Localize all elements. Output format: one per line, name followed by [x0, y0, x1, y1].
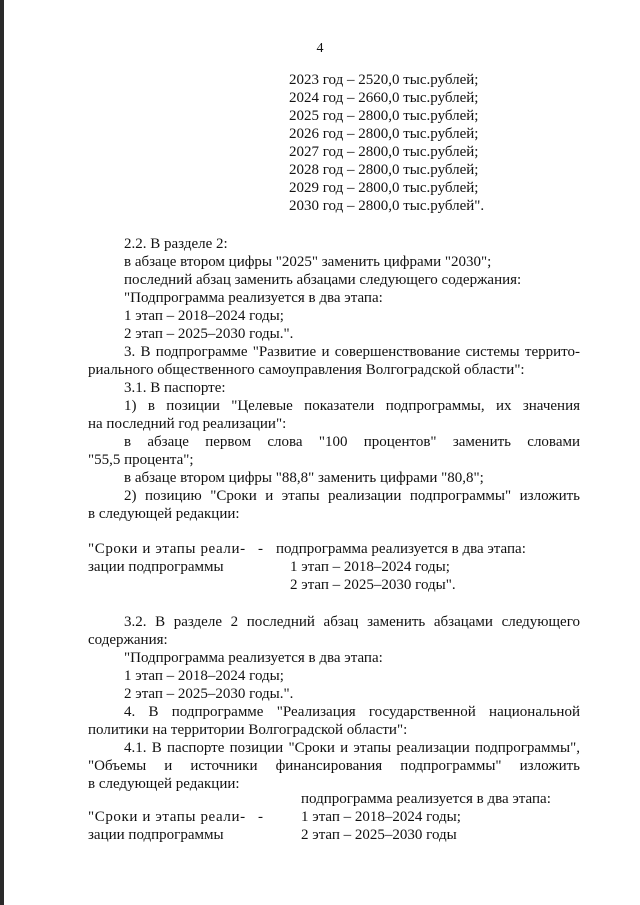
- funding-line: 2025 год – 2800,0 тыс.рублей;: [289, 108, 479, 124]
- funding-line: 2026 год – 2800,0 тыс.рублей;: [289, 126, 479, 142]
- paragraph-line: риального общественного самоуправления Волгоградской области":: [88, 362, 525, 378]
- table-dash: -: [258, 809, 263, 825]
- funding-line: 2028 год – 2800,0 тыс.рублей;: [289, 162, 479, 178]
- table-left-cell: зации подпрограммы: [88, 559, 224, 575]
- paragraph-line: 4. В подпрограмме "Реализация государственной национальной: [124, 704, 580, 720]
- funding-line: 2023 год – 2520,0 тыс.рублей;: [289, 72, 479, 88]
- section-2-2-heading: 2.2. В разделе 2:: [124, 236, 228, 252]
- paragraph-line: 3. В подпрограмме "Развитие и совершенствование системы террито-: [124, 344, 580, 360]
- table-dash: -: [258, 541, 263, 557]
- stage-line: 2 этап – 2025–2030 годы.".: [124, 686, 294, 702]
- funding-line: 2027 год – 2800,0 тыс.рублей;: [289, 144, 479, 160]
- paragraph-line: в следующей редакции:: [88, 776, 240, 792]
- quote-line: "Подпрограмма реализуется в два этапа:: [124, 290, 383, 306]
- stage-line: 1 этап – 2018–2024 годы;: [124, 308, 284, 324]
- paragraph-line: 1) в позиции "Целевые показатели подпрограммы, их значения: [124, 398, 580, 414]
- funding-line: 2030 год – 2800,0 тыс.рублей".: [289, 198, 485, 214]
- page-number: 4: [316, 41, 324, 56]
- paragraph-line: 2) позицию "Сроки и этапы реализации подпрограммы" изложить: [124, 488, 580, 504]
- paragraph-line: содержания:: [88, 632, 168, 648]
- paragraph-line: на последний год реализации":: [88, 416, 287, 432]
- scan-edge: [0, 0, 4, 905]
- stage-line: 2 этап – 2025–2030 годы.".: [124, 326, 294, 342]
- paragraph-line: последний абзац заменить абзацами следующего содержания:: [124, 272, 522, 288]
- paragraph-line: "Объемы и источники финансирования подпрограммы" изложить: [88, 758, 580, 774]
- quote-line: "Подпрограмма реализуется в два этапа:: [124, 650, 383, 666]
- paragraph-line: 3.2. В разделе 2 последний абзац заменить абзацами следующего: [124, 614, 580, 630]
- paragraph-line: в абзаце втором цифры "88,8" заменить цифрами "80,8";: [124, 470, 484, 486]
- stage-line: 1 этап – 2018–2024 годы;: [124, 668, 284, 684]
- table-right-cell: 2 этап – 2025–2030 годы".: [290, 577, 456, 593]
- table-right-cell: подпрограмма реализуется в два этапа:: [276, 541, 526, 557]
- section-3-1-heading: 3.1. В паспорте:: [124, 380, 226, 396]
- paragraph-line: в абзаце втором цифры "2025" заменить цифрами "2030";: [124, 254, 492, 270]
- table-right-cell: 1 этап – 2018–2024 годы;: [301, 809, 461, 825]
- table-left-cell: "Сроки и этапы реали-: [88, 809, 246, 825]
- paragraph-line: в следующей редакции:: [88, 506, 240, 522]
- funding-line: 2024 год – 2660,0 тыс.рублей;: [289, 90, 479, 106]
- table-right-cell: 2 этап – 2025–2030 годы: [301, 827, 457, 843]
- table-right-cell: 1 этап – 2018–2024 годы;: [290, 559, 450, 575]
- paragraph-line: политики на территории Волгоградской области":: [88, 722, 408, 738]
- paragraph-line: 4.1. В паспорте позиции "Сроки и этапы реализации подпрограммы",: [124, 740, 580, 756]
- funding-line: 2029 год – 2800,0 тыс.рублей;: [289, 180, 479, 196]
- table-left-cell: зации подпрограммы: [88, 827, 224, 843]
- paragraph-line: в абзаце первом слова "100 процентов" заменить словами: [124, 434, 580, 450]
- paragraph-line: "55,5 процента";: [88, 452, 194, 468]
- table-right-cell: подпрограмма реализуется в два этапа:: [301, 791, 551, 807]
- table-left-cell: "Сроки и этапы реали-: [88, 541, 246, 557]
